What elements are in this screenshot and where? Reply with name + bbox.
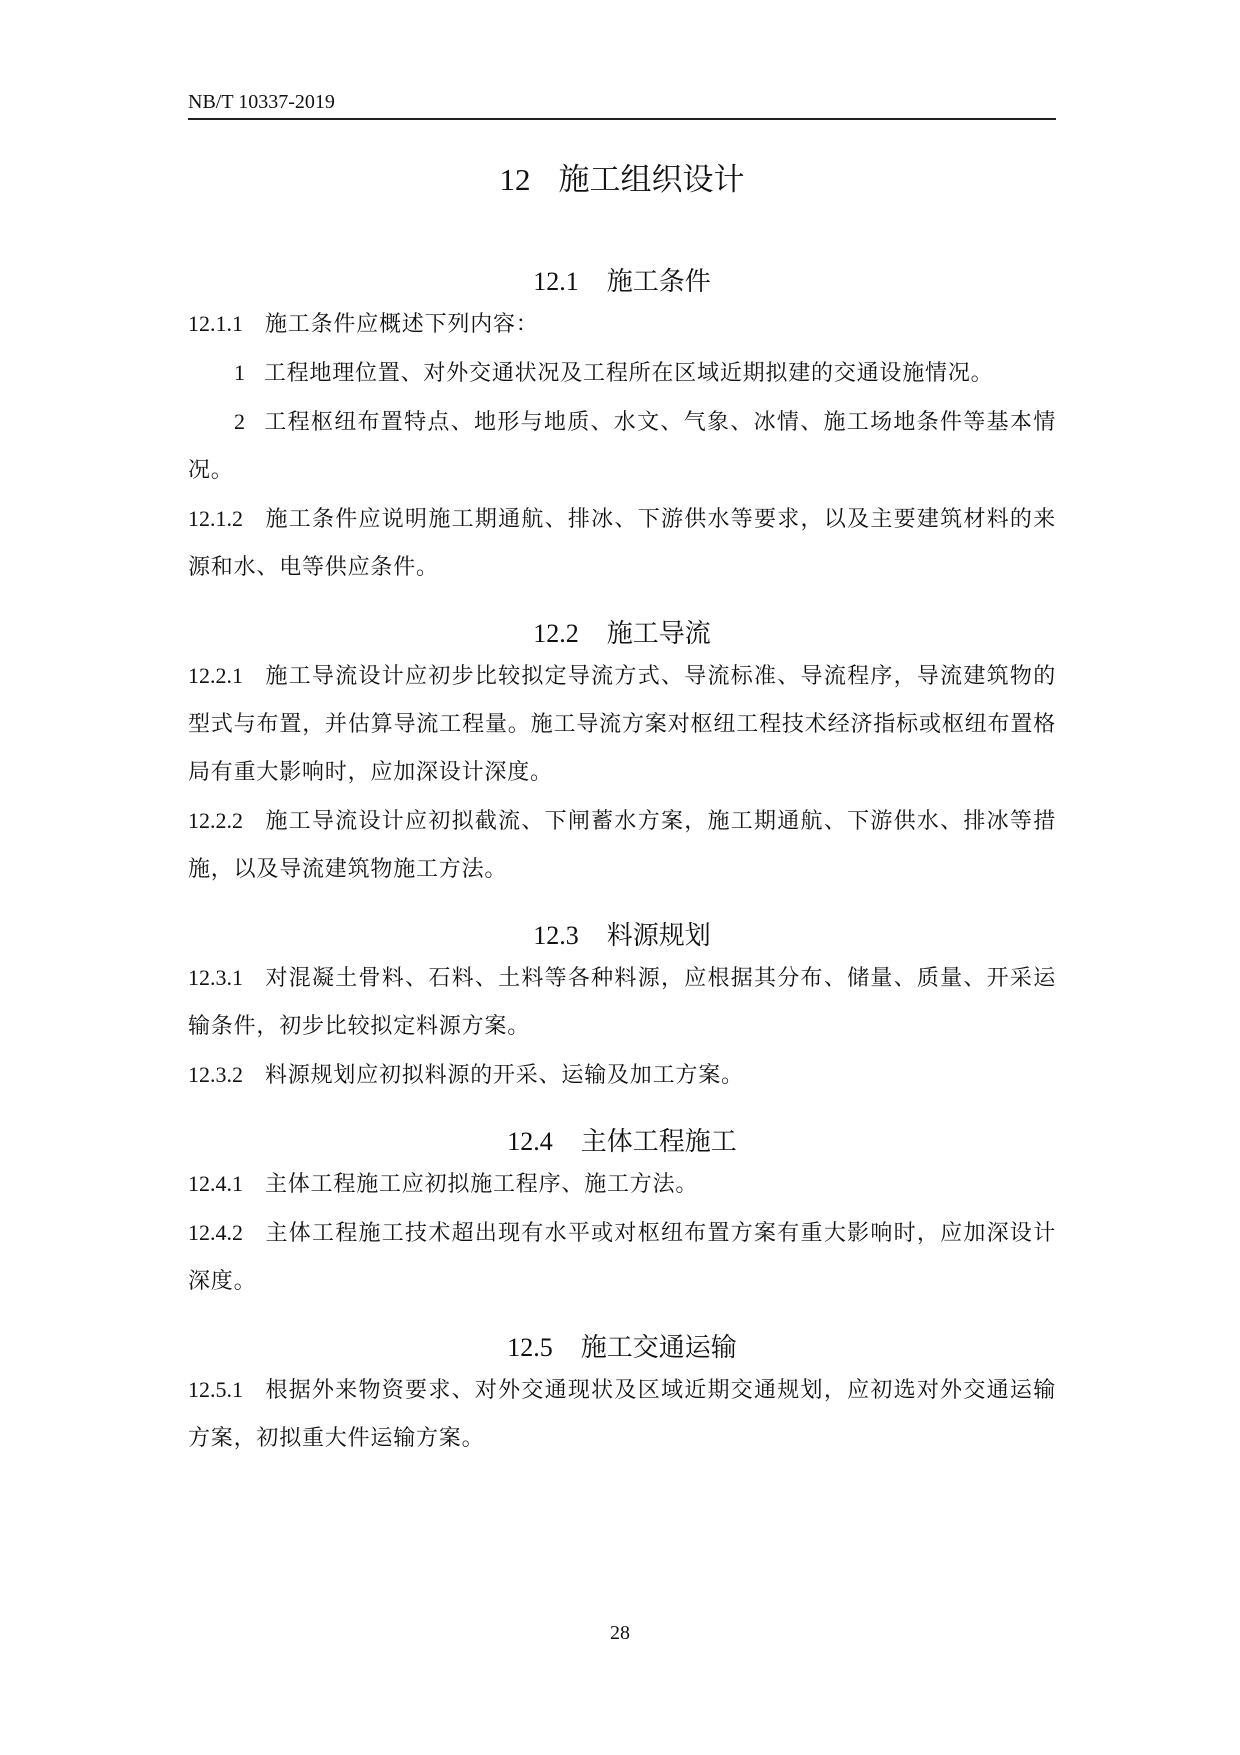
list-item-1 (188, 349, 1056, 398)
clause-12-2-1 (188, 652, 1056, 797)
clause-number: 12.1.2 (188, 506, 243, 531)
section-title-text: 施工交通运输 (580, 1333, 737, 1363)
section-number: 12.1 (533, 267, 579, 296)
clause-text: 主体工程施工技术超出现有水平或对枢纽布置方案有重大影响时，应加深设计深度。 (188, 1221, 1056, 1294)
clause-12-5-1 (188, 1366, 1056, 1463)
clause-number: 12.2.1 (188, 663, 243, 688)
section-title-12-2 (188, 616, 1056, 652)
page-number: 28 (610, 1622, 630, 1644)
clause-text: 施工条件应概述下列内容： (265, 312, 539, 337)
clause-12-4-1 (188, 1160, 1056, 1209)
item-text: 工程枢纽布置特点、地形与地质、水文、气象、冰情、施工场地条件等基本情况。 (188, 410, 1056, 483)
section-title-12-5 (188, 1330, 1056, 1366)
clause-text: 施工条件应说明施工期通航、排冰、下游供水等要求，以及主要建筑材料的来源和水、电等供应条件。 (188, 507, 1056, 580)
clause-number: 12.4.2 (188, 1220, 243, 1245)
clause-number: 12.3.2 (188, 1062, 243, 1087)
section-number: 12.4 (507, 1127, 553, 1156)
section-title-12-1 (188, 264, 1056, 300)
page-header (188, 90, 1056, 120)
clause-text: 施工导流设计应初拟截流、下闸蓄水方案，施工期通航、下游供水、排冰等措施，以及导流建筑物施工方法。 (188, 809, 1056, 882)
clause-number: 12.3.1 (188, 965, 243, 990)
section-number: 12.3 (533, 921, 579, 950)
item-number: 2 (234, 409, 246, 434)
clause-number: 12.5.1 (188, 1377, 243, 1402)
clause-number: 12.1.1 (188, 311, 243, 336)
clause-12-2-2 (188, 797, 1056, 894)
section-title-text: 施工条件 (606, 267, 711, 297)
clause-text: 主体工程施工应初拟施工程序、施工方法。 (265, 1172, 699, 1197)
section-number: 12.2 (533, 619, 579, 648)
clause-text: 施工导流设计应初步比较拟定导流方式、导流标准、导流程序，导流建筑物的型式与布置，并估算导流工程量。施工导流方案对枢纽工程技术经济指标或枢纽布置格局有重大影响时，应加深设计深度。 (188, 664, 1056, 785)
item-number: 1 (234, 360, 246, 385)
section-title-12-4 (188, 1124, 1056, 1160)
clause-number: 12.2.2 (188, 808, 243, 833)
clause-12-3-2 (188, 1051, 1056, 1100)
clause-12-1-1 (188, 300, 1056, 349)
chapter-number: 12 (499, 162, 531, 197)
section-number: 12.5 (507, 1333, 553, 1362)
section-title-text: 施工导流 (606, 619, 711, 649)
section-title-12-3 (188, 918, 1056, 954)
clause-number: 12.4.1 (188, 1171, 243, 1196)
chapter-title-text: 施工组织设计 (558, 162, 745, 198)
section-title-text: 料源规划 (606, 921, 711, 951)
clause-12-1-2 (188, 495, 1056, 592)
page-content (188, 160, 1056, 1463)
standard-code: NB/T 10337-2019 (188, 91, 335, 113)
chapter-title (188, 160, 1056, 200)
clause-text: 对混凝土骨料、石料、土料等各种料源，应根据其分布、储量、质量、开采运输条件，初步比较拟定料源方案。 (188, 966, 1056, 1039)
clause-text: 料源规划应初拟料源的开采、运输及加工方案。 (265, 1063, 744, 1088)
section-title-text: 主体工程施工 (580, 1127, 737, 1157)
item-text: 工程地理位置、对外交通状况及工程所在区域近期拟建的交通设施情况。 (263, 361, 994, 386)
clause-12-4-2 (188, 1209, 1056, 1306)
clause-text: 根据外来物资要求、对外交通现状及区域近期交通规划，应初选对外交通运输方案，初拟重大件运输方案。 (188, 1378, 1056, 1451)
list-item-2 (188, 398, 1056, 495)
clause-12-3-1 (188, 954, 1056, 1051)
